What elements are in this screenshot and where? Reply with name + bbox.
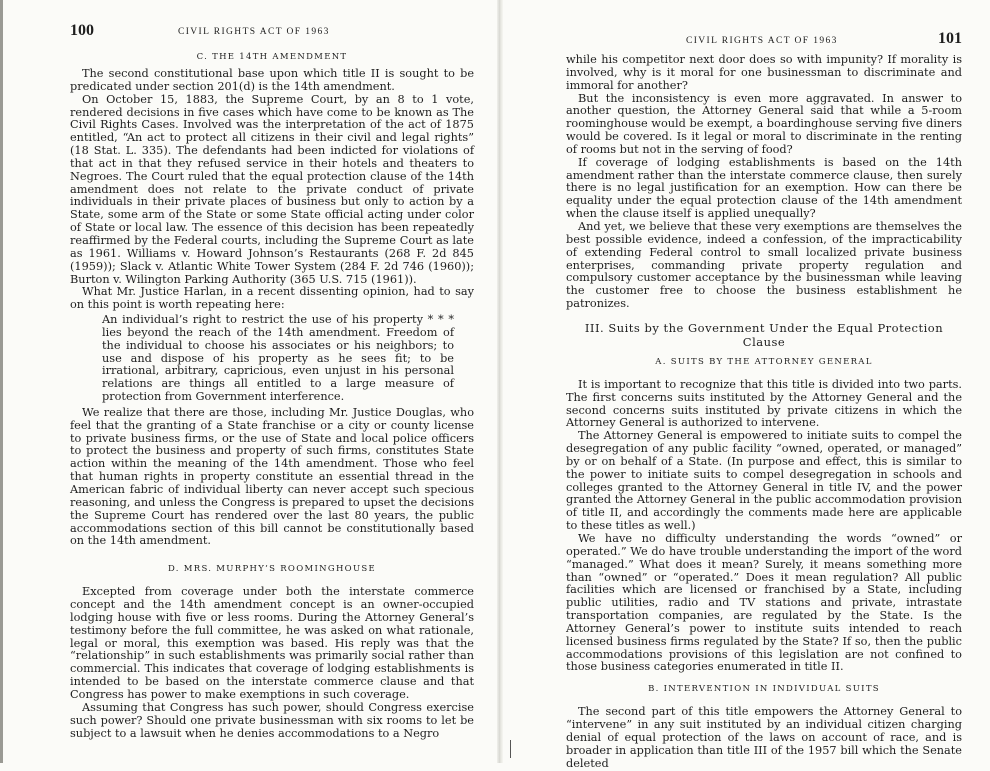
block-quote: [102, 314, 454, 404]
subsection-heading: B. INTERVENTION IN INDIVIDUAL SUITS: [648, 684, 880, 695]
paragraph: The Attorney General is empowered to initiate suits to compel the desegregation of any public facility “owned, operated, or managed” by or on behalf of a State. (In purpose and effect, this is similar to the power to initiate suits to compel desegregation in schools and colleges granted to the Attorney General in title IV, and the power granted the Attorney General in the public accommodation provision of title II, and accordingly the comments made here are applicable to these titles as well.): [566, 429, 962, 533]
paragraph: But the inconsistency is even more aggravated. In answer to another question, the Attorney General said that while a 5-room roominghouse would be exempt, a boardinghouse serving five diners would be covered. Is it legal or moral to discriminate in the renting of rooms but not in the serving of food?: [566, 91, 962, 156]
page-number: 101: [938, 30, 962, 47]
paragraph: Excepted from coverage under both the interstate commerce concept and the 14th amendment concept is an owner-occupied lodging house with five or less rooms. During the Attorney General’s testimony before the full committee, he was asked on what rationale, legal or moral, this exemption was based. His reply was that the “relationship” in such establishments was primarily social rather than commercial. This indicates that coverage of lodging establishments is intended to be based on the interstate commerce clause and that Congress has power to make exemptions in such coverage.: [70, 585, 474, 701]
quote-text: An individual’s right to restrict the use of his property * * * lies beyond the reach of the 14th amendment. Freedom of the individual to choose his associates or his neighbors; to use and dispose of his property as he sees fit; to be irrational, arbitrary, capricious, even unjust in his personal relations are things all entitled to a large measure of protection from Government interference.: [102, 313, 454, 404]
paragraph: while his competitor next door does so with impunity? If morality is involved, why is it moral for one businessman to discriminate and immoral for another?: [566, 53, 962, 92]
paragraph: It is important to recognize that this title is divided into two parts. The first concerns suits instituted by the Attorney General and the second concerns suits instituted by private citizens in which the Attorney General is authorized to intervene.: [566, 377, 962, 430]
paragraph: If coverage of lodging establishments is based on the 14th amendment rather than the interstate commerce clause, then surely there is no legal justification for an exemption. How can there be equality under the equal protection clause of the 14th amendment when the clause itself is applied unequally?: [566, 155, 962, 221]
left-page: [0, 0, 500, 763]
scan-mark: [510, 740, 511, 758]
paragraph: We realize that there are those, including Mr. Justice Douglas, who feel that the granting of a State franchise or a city or county license to private business firms, or the use of State and local police officers to protect the business and property of such firms, constitutes State action within the meaning of the 14th amendment. Those who feel that human rights in property constitute an essential thread in the American fabric of individual liberty can never accept such specious reasoning, and unless the Congress is prepared to upset the decisions the Supreme Court has rendered over the last 80 years, the public accommodations section of this bill cannot be constitutionally based on the 14th amendment.: [70, 405, 474, 548]
paragraph: And yet, we believe that these very exemptions are themselves the best possible evidence, indeed a confession, of the impracticability of extending Federal control to small localized private business enterprises, commanding private property regulation and compulsory customer acceptance by the businessman while leaving the customer free to choose the business establishment he patronizes.: [566, 219, 962, 311]
section-heading: D. MRS. MURPHY’S ROOMINGHOUSE: [167, 564, 377, 575]
paragraph: On October 15, 1883, the Supreme Court, by an 8 to 1 vote, rendered decisions in five cases which have come to be known as The Civil Rights Cases. Involved was the interpretation of the act of 1875 entitled, “An act to protect all citizens in their civil and legal rights” (18 Stat. L. 335). The defendants had been indicted for violations of that act in that they refused service in their hotels and theaters to Negroes. The Court ruled that the equal protection clause of the 14th amendment does not relate to the private conduct of private individuals in their private places of business but only to action by a State, some arm of the State or some State official acting under color of State or local law. The essence of this decision has been repeatedly reaffirmed by the Federal courts, including the Supreme Court as late as 1961. Williams v. Howard Johnson’s Restaurants (268 F. 2d 845 (1959)); Slack v. Atlantic White Tower System (284 F. 2d 746 (1960)); Burton v. Wilington Parking Authority (365 U.S. 715 (1961)).: [70, 92, 474, 286]
paragraph: Assuming that Congress has such power, should Congress exercise such power? Should one private businessman with six rooms to let be subject to a lawsuit when he denies accommodations to a Negro: [70, 700, 474, 740]
right-header: [566, 24, 962, 46]
section-heading: C. THE 14TH AMENDMENT: [196, 52, 348, 62]
running-head: CIVIL RIGHTS ACT OF 1963: [686, 36, 838, 46]
subsection-heading: A. SUITS BY THE ATTORNEY GENERAL: [655, 356, 873, 367]
paragraph: The second constitutional base upon which title II is sought to be predicated under section 201(d) is the 14th amendment.: [70, 67, 474, 93]
paragraph: The second part of this title empowers the Attorney General to “intervene” in any suit instituted by an individual citizen charging denial of equal protection of the laws on account of race, and is broader in application than title III of the 1957 bill which the Senate deleted: [566, 705, 962, 770]
paragraph: What Mr. Justice Harlan, in a recent dissenting opinion, had to say on this point is worth repeating here:: [70, 285, 474, 312]
paragraph: We have no difficulty understanding the words “owned” or operated.” We do have trouble understanding the import of the word “managed.” What does it mean? Surely, it means something more than “owned” or “operated.” Does it mean regulation? All public facilities which are licensed or franchised by a State, including public utilities, radio and TV stations and private, intrastate transportation companies, are regulated by the State. Is the Attorney General’s power to institute suits intended to reach licensed business firms regulated by the State? If so, then the public accommodations provisions of this legislation are not confined to those business categories enumerated in title II.: [566, 532, 962, 674]
section-heading: III. Suits by the Government Under the Equal Protection Clause: [584, 320, 944, 349]
left-header: [70, 22, 474, 44]
right-page: [500, 0, 990, 770]
running-head: CIVIL RIGHTS ACT OF 1963: [178, 27, 330, 37]
page-number: 100: [70, 22, 94, 39]
